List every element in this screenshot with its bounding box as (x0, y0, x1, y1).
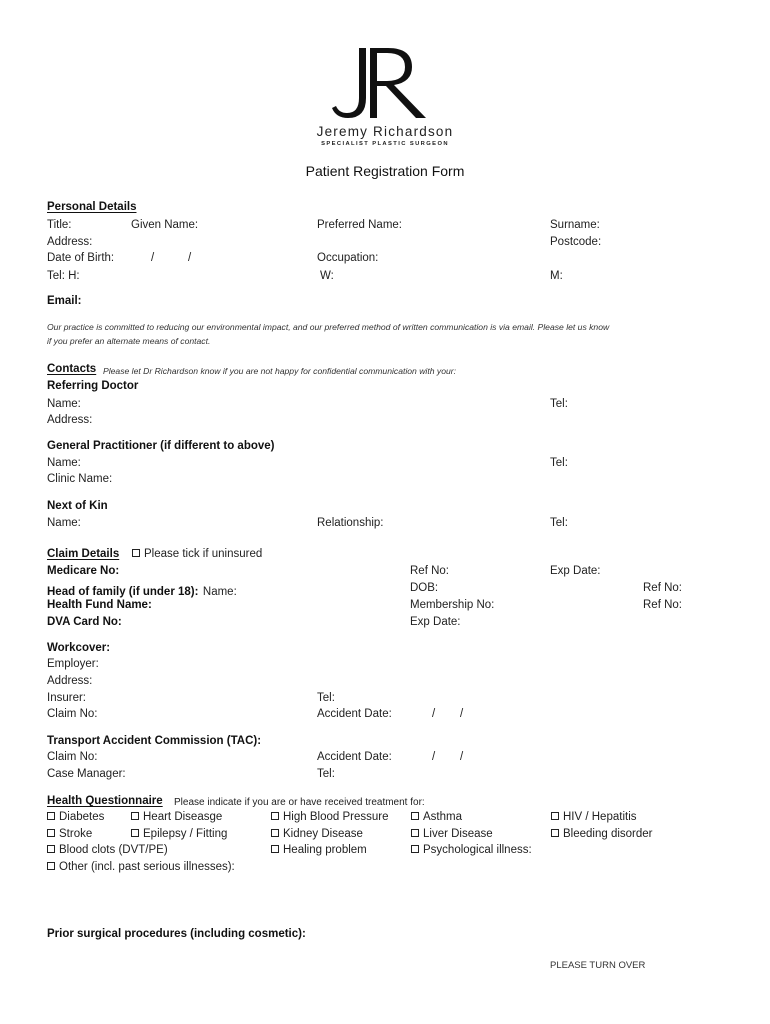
address-label: Address: (47, 236, 93, 248)
dva-label: DVA Card No: (47, 616, 122, 628)
gp-tel-label: Tel: (550, 457, 568, 469)
checkbox[interactable] (47, 812, 55, 820)
head-family-label: Head of family (if under 18): (47, 586, 199, 598)
prior-procedures-label: Prior surgical procedures (including cosmetic): (47, 928, 306, 940)
health-fund-label: Health Fund Name: (47, 599, 152, 611)
item-label: Blood clots (DVT/PE) (59, 844, 168, 856)
item-label: Epilepsy / Fitting (143, 828, 228, 840)
health-item-other[interactable] (47, 861, 235, 873)
item-label: Kidney Disease (283, 828, 363, 840)
tac-date-slash: / (460, 751, 464, 763)
surname-label: Surname: (550, 219, 600, 231)
referring-address-label: Address: (47, 414, 93, 426)
item-label: Diabetes (59, 811, 105, 823)
medicare-label: Medicare No: (47, 565, 120, 577)
tel-home-label: Tel: H: (47, 270, 80, 282)
item-label: Other (incl. past serious illnesses): (59, 861, 235, 873)
medicare-exp-label: Exp Date: (550, 565, 601, 577)
workcover-heading: Workcover: (47, 642, 111, 654)
contacts-note: Please let Dr Richardson know if you are not happy for confidential communication with your: (103, 366, 456, 376)
item-label: Healing problem (283, 844, 367, 856)
checkbox[interactable] (411, 845, 419, 853)
workcover-tel-label: Tel: (317, 692, 335, 704)
health-item-stroke[interactable] (47, 828, 92, 840)
workcover-address-label: Address: (47, 675, 93, 687)
health-item-heart[interactable] (131, 811, 222, 823)
tel-work-label: W: (320, 270, 334, 282)
nok-name-label: Name: (47, 517, 81, 529)
given-name-label: Given Name: (131, 219, 199, 231)
head-family-row (47, 582, 237, 600)
uninsured-checkbox[interactable] (132, 549, 140, 557)
email-label: Email: (47, 295, 82, 307)
tac-claim-label: Claim No: (47, 751, 98, 763)
tac-heading: Transport Accident Commission (TAC): (47, 735, 262, 747)
head-family-ref-label: Ref No: (643, 582, 682, 594)
referring-name-label: Name: (47, 398, 81, 410)
item-label: Asthma (423, 811, 462, 823)
jr-logo (330, 44, 440, 124)
health-intro: Please indicate if you are or have received treatment for: (174, 797, 425, 808)
checkbox[interactable] (271, 812, 279, 820)
item-label: Heart Diseasge (143, 811, 223, 823)
tac-date-slash: / (432, 751, 436, 763)
health-questionnaire-heading: Health Questionnaire (47, 795, 163, 807)
uninsured-option[interactable] (132, 548, 262, 560)
gp-heading: General Practitioner (if different to above) (47, 440, 275, 452)
tac-accident-label: Accident Date: (317, 751, 392, 763)
dob-label: Date of Birth: (47, 252, 115, 264)
health-item-kidney[interactable] (271, 828, 363, 840)
preferred-name-label: Preferred Name: (317, 219, 403, 231)
tac-tel-label: Tel: (317, 768, 335, 780)
checkbox[interactable] (271, 829, 279, 837)
referring-tel-label: Tel: (550, 398, 568, 410)
brand-subtitle: SPECIALIST PLASTIC SURGEON (321, 141, 449, 147)
postcode-label: Postcode: (550, 236, 602, 248)
workcover-date-slash: / (460, 708, 464, 720)
checkbox[interactable] (411, 812, 419, 820)
membership-label: Membership No: (410, 599, 495, 611)
please-turn-over: PLEASE TURN OVER (550, 960, 646, 971)
nok-tel-label: Tel: (550, 517, 568, 529)
health-item-liver[interactable] (411, 828, 493, 840)
health-item-healing[interactable] (271, 844, 367, 856)
checkbox[interactable] (271, 845, 279, 853)
dob-slash: / (151, 252, 155, 264)
checkbox[interactable] (551, 812, 559, 820)
head-family-dob-label: DOB: (410, 582, 439, 594)
health-item-clots[interactable] (47, 844, 168, 856)
workcover-date-slash: / (432, 708, 436, 720)
insurer-label: Insurer: (47, 692, 86, 704)
gp-clinic-label: Clinic Name: (47, 473, 113, 485)
health-item-epilepsy[interactable] (131, 828, 227, 840)
health-item-bp[interactable] (271, 811, 388, 823)
head-family-name-label: Name: (202, 586, 237, 598)
checkbox[interactable] (411, 829, 419, 837)
workcover-accident-label: Accident Date: (317, 708, 392, 720)
occupation-label: Occupation: (317, 252, 379, 264)
health-item-psych[interactable] (411, 844, 532, 856)
health-item-diabetes[interactable] (47, 811, 104, 823)
tel-mobile-label: M: (550, 270, 563, 282)
nok-relationship-label: Relationship: (317, 517, 384, 529)
health-item-bleeding[interactable] (551, 828, 653, 840)
case-manager-label: Case Manager: (47, 768, 126, 780)
checkbox[interactable] (47, 845, 55, 853)
referring-doctor-heading: Referring Doctor (47, 380, 139, 392)
title-label: Title: (47, 219, 72, 231)
item-label: Liver Disease (423, 828, 493, 840)
checkbox[interactable] (131, 812, 139, 820)
item-label: High Blood Pressure (283, 811, 389, 823)
health-item-asthma[interactable] (411, 811, 462, 823)
checkbox[interactable] (551, 829, 559, 837)
health-fund-ref-label: Ref No: (643, 599, 682, 611)
health-item-hiv[interactable] (551, 811, 637, 823)
personal-details-heading: Personal Details (47, 201, 137, 213)
uninsured-label: Please tick if uninsured (144, 548, 263, 560)
workcover-claim-label: Claim No: (47, 708, 98, 720)
email-note-line1: Our practice is committed to reducing our environmental impact, and our preferred method of written communication is via email. Please let us know (47, 322, 610, 332)
item-label: Stroke (59, 828, 93, 840)
brand-name: Jeremy Richardson (316, 124, 454, 139)
gp-name-label: Name: (47, 457, 81, 469)
item-label: Bleeding disorder (563, 828, 653, 840)
claim-details-heading: Claim Details (47, 548, 120, 560)
dva-exp-label: Exp Date: (410, 616, 461, 628)
form-title: Patient Registration Form (305, 163, 465, 179)
medicare-ref-label: Ref No: (410, 565, 449, 577)
item-label: HIV / Hepatitis (563, 811, 637, 823)
checkbox[interactable] (47, 862, 55, 870)
contacts-heading: Contacts (47, 363, 97, 375)
employer-label: Employer: (47, 658, 99, 670)
item-label: Psychological illness: (423, 844, 532, 856)
email-note-line2: if you prefer an alternate means of contact. (47, 336, 211, 346)
checkbox[interactable] (131, 829, 139, 837)
dob-slash: / (188, 252, 192, 264)
checkbox[interactable] (47, 829, 55, 837)
nok-heading: Next of Kin (47, 500, 108, 512)
